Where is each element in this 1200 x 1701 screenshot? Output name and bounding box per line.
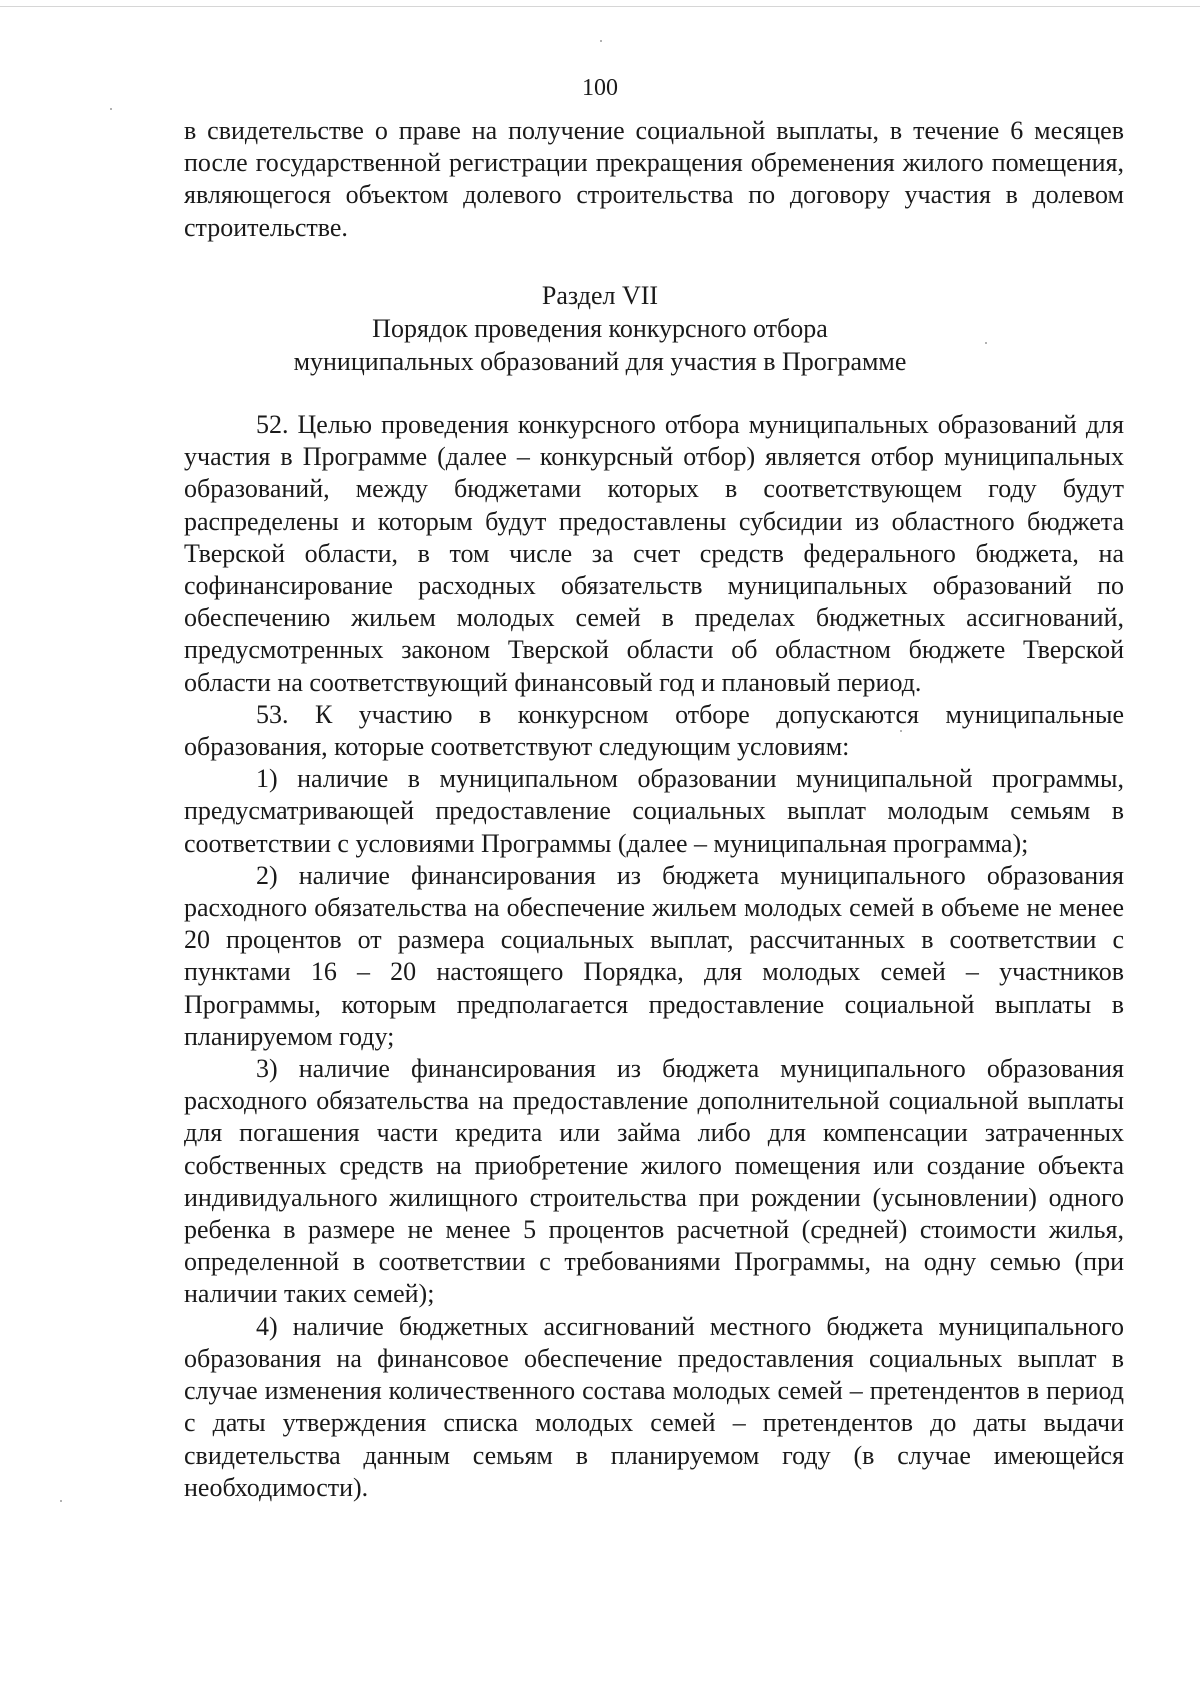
condition-1: 1) наличие в муниципальном образовании муниципальной программы, предусматривающей предоставление социальных выплат молодым семьям в соответствии с условиями Программы (далее – муниципальная программа); bbox=[184, 764, 1124, 858]
scan-edge-line bbox=[0, 6, 1200, 7]
scan-speck bbox=[900, 730, 902, 732]
section-number: Раздел VII bbox=[541, 281, 659, 310]
scan-speck bbox=[985, 342, 987, 344]
carry-over-text: в свидетельстве о праве на получение социальной выплаты, в течение 6 месяцев после государственной регистрации прекращения обременения жилого помещения, являющегося объектом долевого строительства по договору участия в долевом строительстве. bbox=[184, 116, 1124, 242]
scan-speck bbox=[110, 108, 112, 110]
condition-2: 2) наличие финансирования из бюджета муниципального образования расходного обязательства на обеспечение жильем молодых семей в объеме не менее 20 процентов от размера социальных выплат, рассчитанных в соответствии с пунктами 16 – 20 настоящего Порядка, для молодых семей – участников Программы, которым предполагается предоставление социальной выплаты в планируемом году; bbox=[184, 860, 1124, 1051]
condition-3: 3) наличие финансирования из бюджета муниципального образования расходного обязательства на предоставление дополнительной социальной выплаты для погашения части кредита или займа либо для компенсации затраченных собственных средств на приобретение жилого помещения или создание объекта индивидуального жилищного строительства при рождении (усыновлении) одного ребенка в размере не менее 5 процентов расчетной (средней) стоимости жилья, определенной в соответствии с требованиями Программы, на одну семью (при наличии таких семей); bbox=[184, 1054, 1124, 1309]
scan-speck bbox=[600, 40, 602, 42]
section-heading bbox=[0, 279, 1200, 378]
paragraph-53: 53. К участию в конкурсном отборе допускаются муниципальные образования, которые соответствуют следующим условиям: bbox=[184, 699, 1124, 762]
scan-speck bbox=[60, 1500, 62, 1502]
page-number: 100 bbox=[582, 75, 618, 101]
paragraph-52: 52. Целью проведения конкурсного отбора муниципальных образований для участия в Программе (далее – конкурсный отбор) является отбор муниципальных образований, между бюджетами которых в соответствующем году будут распределены и которым будут предоставлены субсидии из областного бюджета Тверской области, в том числе за счет средств федерального бюджета, на софинансирование расходных обязательств муниципальных образований по обеспечению жильем молодых семей в пределах бюджетных ассигнований, предусмотренных законом Тверской области об областном бюджете Тверской области на соответствующий финансовый год и плановый период. bbox=[184, 410, 1124, 697]
section-title-line-1: Порядок проведения конкурсного отбора bbox=[372, 314, 828, 343]
condition-4: 4) наличие бюджетных ассигнований местного бюджета муниципального образования на финансовое обеспечение предоставления социальных выплат в случае изменения количественного состава молодых семей – претендентов в период с даты утверждения списка молодых семей – претендентов до даты выдачи свидетельства данным семьям в планируемом году (в случае имеющейся необходимости). bbox=[184, 1311, 1124, 1502]
section-title-line-2: муниципальных образований для участия в Программе bbox=[293, 347, 907, 376]
section-body bbox=[184, 409, 1124, 1504]
carry-over-paragraph bbox=[184, 115, 1124, 244]
